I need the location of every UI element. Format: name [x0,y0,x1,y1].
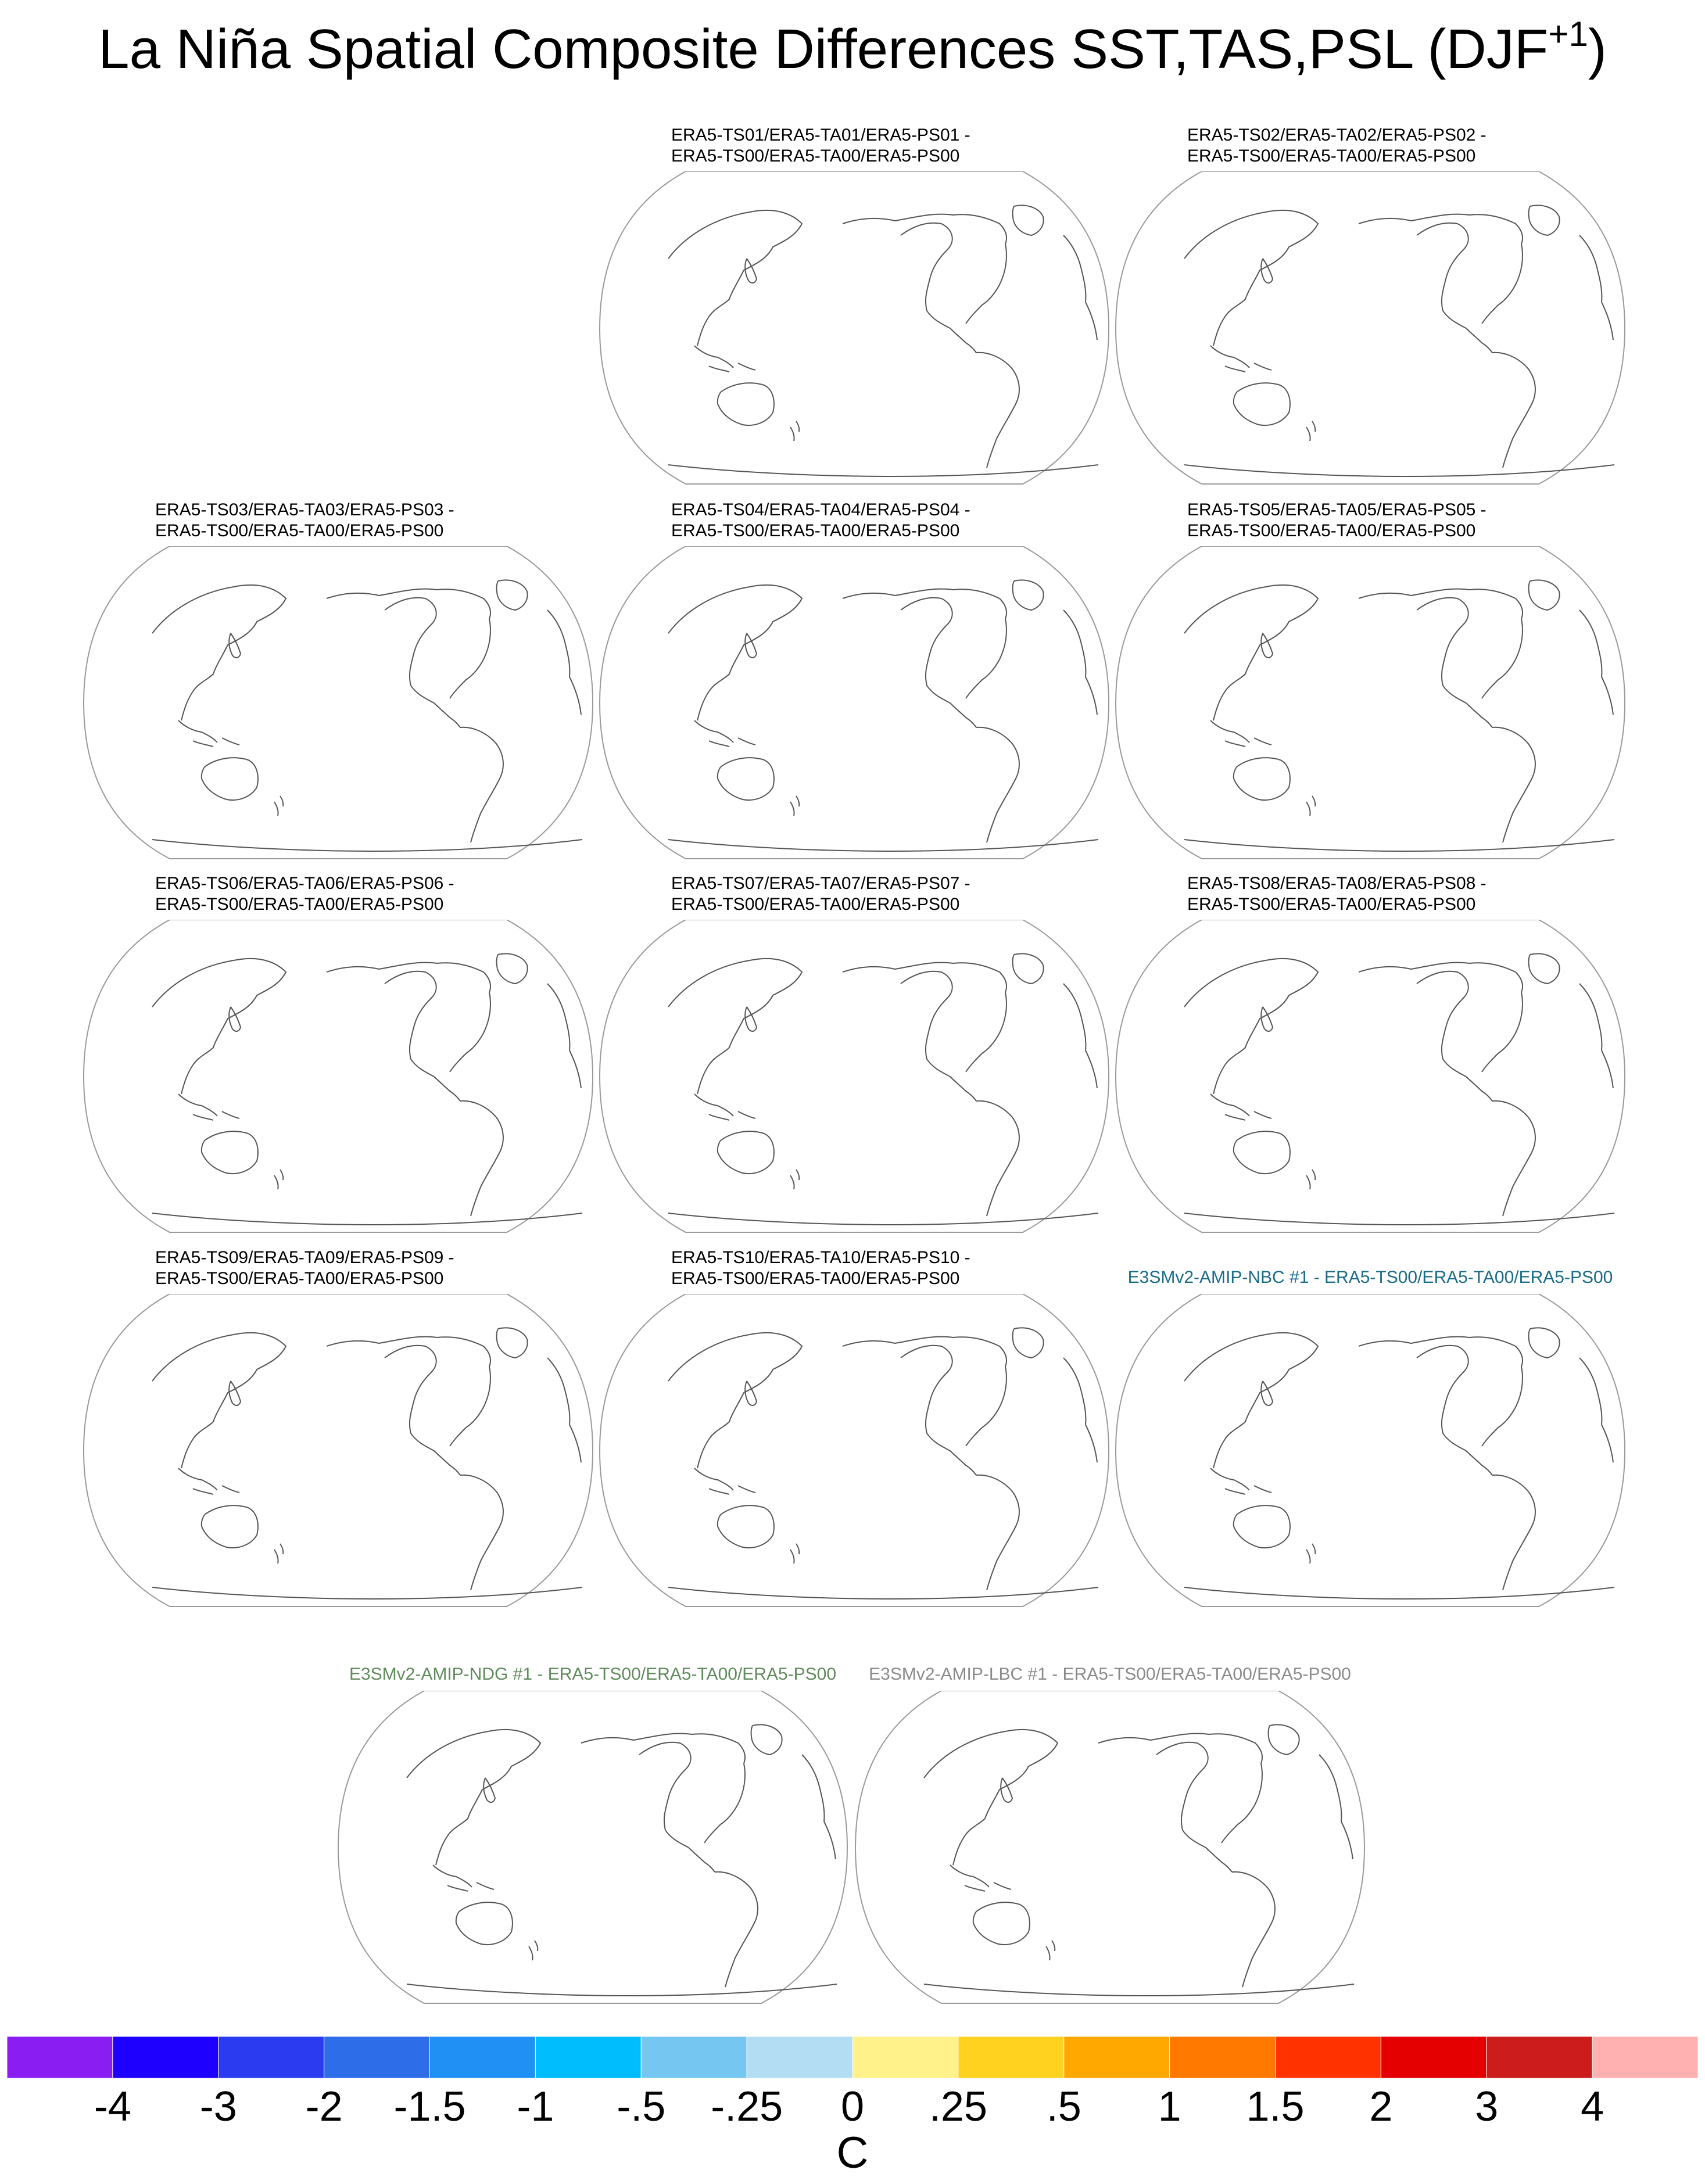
map-boundary [600,171,1109,484]
colorbar-swatch [430,2036,536,2078]
map-svg [83,920,594,1233]
map-panel [83,873,594,1233]
map-boundary [1116,920,1625,1232]
map-boundary [600,920,1109,1232]
colorbar-tick-label: 2 [1369,2083,1393,2130]
panel-title [1115,1267,1626,1288]
panel-title-line2: ERA5-TS00/ERA5-TA00/ERA5-PS00 [1187,146,1476,166]
panel-title-line2: ERA5-TS00/ERA5-TA00/ERA5-PS00 [1187,895,1476,914]
map-boundary [600,1294,1109,1606]
panel-title-line2: ERA5-TS00/ERA5-TA00/ERA5-PS00 [155,521,444,540]
panel-title-line1: ERA5-TS10/ERA5-TA10/ERA5-PS10 - [671,1248,970,1267]
colorbar-tick-label: .25 [929,2083,987,2130]
colorbar-swatch [852,2036,958,2078]
map-panel [1115,500,1626,860]
colorbar-swatch [1592,2036,1698,2078]
panel-title-line1: ERA5-TS03/ERA5-TA03/ERA5-PS03 - [155,500,454,519]
colorbar-swatch [641,2036,747,2078]
colorbar-tick-label: -1.5 [393,2083,466,2130]
panel-title [83,873,594,915]
panel-title-line1: E3SMv2-AMIP-NDG #1 - ERA5-TS00/ERA5-TA00/ERA5-PS00 [349,1665,837,1684]
panel-title [83,1247,594,1289]
map-panel [83,500,594,860]
panel-title [337,1664,848,1685]
map-svg [599,1294,1110,1608]
panel-title-line2: ERA5-TS00/ERA5-TA00/ERA5-PS00 [671,1269,960,1288]
colorbar-swatch [747,2036,852,2078]
map-svg [599,546,1110,860]
colorbar-tick-label: -1 [517,2083,554,2130]
map-svg [1115,171,1626,485]
map-boundary [1116,171,1625,484]
colorbar [7,2036,1698,2078]
colorbar-tick-label: -2 [305,2083,343,2130]
map-svg [1115,920,1626,1233]
panel-title-line2: ERA5-TS00/ERA5-TA00/ERA5-PS00 [671,521,960,540]
title-superscript: +1 [1548,15,1588,53]
map-panel [1115,873,1626,1233]
map-panel [337,1644,848,2004]
panel-title [599,1247,1110,1289]
colorbar-swatch [1381,2036,1486,2078]
map-boundary [855,1691,1364,2003]
map-svg [854,1691,1366,2004]
title-close: ) [1588,18,1607,80]
panel-title [599,873,1110,915]
panel-title [1115,500,1626,541]
colorbar-units: C [836,2128,869,2178]
map-panel [1115,1247,1626,1608]
map-svg [83,1294,594,1608]
colorbar-tick-label: 1 [1158,2083,1181,2130]
colorbar-swatch [535,2036,641,2078]
colorbar-tick-label: .5 [1046,2083,1081,2130]
colorbar-tick-label: 4 [1581,2083,1604,2130]
panel-title [854,1664,1366,1685]
map-panel [1115,125,1626,485]
panel-title [1115,873,1626,915]
map-svg [83,546,594,860]
map-boundary [1116,546,1625,859]
panel-title-line2: ERA5-TS00/ERA5-TA00/ERA5-PS00 [155,1269,444,1288]
panel-title [83,500,594,541]
panel-title-line2: ERA5-TS00/ERA5-TA00/ERA5-PS00 [671,146,960,166]
map-svg [337,1691,848,2004]
colorbar-swatch [1064,2036,1170,2078]
map-panel [83,1247,594,1608]
map-svg [1115,546,1626,860]
panel-title-line1: ERA5-TS06/ERA5-TA06/ERA5-PS06 - [155,874,454,893]
panel-title-line1: ERA5-TS08/ERA5-TA08/ERA5-PS08 - [1187,874,1486,893]
map-svg [599,171,1110,485]
map-panel [599,500,1110,860]
chart-title [0,17,1705,81]
map-svg [599,920,1110,1233]
map-boundary [84,1294,593,1606]
panel-title-line1: ERA5-TS09/ERA5-TA09/ERA5-PS09 - [155,1248,454,1267]
panel-title-line2: ERA5-TS00/ERA5-TA00/ERA5-PS00 [155,895,444,914]
panel-title-line1: E3SMv2-AMIP-LBC #1 - ERA5-TS00/ERA5-TA00/ERA5-PS00 [869,1665,1351,1684]
panel-title-line1: ERA5-TS02/ERA5-TA02/ERA5-PS02 - [1187,125,1486,145]
colorbar-swatch [7,2036,113,2078]
colorbar-tick-label: -4 [94,2083,131,2130]
panel-title-line2: ERA5-TS00/ERA5-TA00/ERA5-PS00 [1187,521,1476,540]
map-boundary [84,920,593,1232]
colorbar-swatch [1276,2036,1381,2078]
panel-title-line1: ERA5-TS05/ERA5-TA05/ERA5-PS05 - [1187,500,1486,519]
panel-title-line1: ERA5-TS04/ERA5-TA04/ERA5-PS04 - [671,500,970,519]
map-panel [599,125,1110,485]
title-text: La Niña Spatial Composite Differences SST,TAS,PSL (DJF [98,18,1549,80]
map-svg [1115,1294,1626,1608]
colorbar-swatch [1170,2036,1276,2078]
map-panel [599,873,1110,1233]
panel-title-line2: ERA5-TS00/ERA5-TA00/ERA5-PS00 [671,895,960,914]
panel-title [599,500,1110,541]
colorbar-tick-labels [7,2083,1698,2129]
colorbar-tick-label: 0 [840,2083,865,2130]
colorbar-swatch [113,2036,219,2078]
panel-title [599,125,1110,167]
colorbar-tick-label: -.25 [711,2083,783,2130]
map-boundary [338,1691,847,2003]
panel-title-line1: ERA5-TS01/ERA5-TA01/ERA5-PS01 - [671,125,970,145]
map-boundary [1116,1294,1625,1606]
panel-title-line1: ERA5-TS07/ERA5-TA07/ERA5-PS07 - [671,874,970,893]
map-panel [599,1247,1110,1608]
panel-title-line1: E3SMv2-AMIP-NBC #1 - ERA5-TS00/ERA5-TA00/ERA5-PS00 [1127,1268,1613,1287]
map-boundary [600,546,1109,859]
colorbar-tick-label: -.5 [617,2083,666,2130]
map-panel [854,1644,1366,2004]
colorbar-svg [7,2036,1698,2078]
colorbar-swatch [958,2036,1064,2078]
colorbar-swatch [324,2036,430,2078]
colorbar-tick-label: 3 [1475,2083,1499,2130]
colorbar-swatch [219,2036,324,2078]
colorbar-swatch [1486,2036,1592,2078]
colorbar-tick-label: -3 [199,2083,237,2130]
panel-title [1115,125,1626,167]
map-boundary [84,546,593,859]
colorbar-tick-label: 1.5 [1246,2083,1305,2130]
